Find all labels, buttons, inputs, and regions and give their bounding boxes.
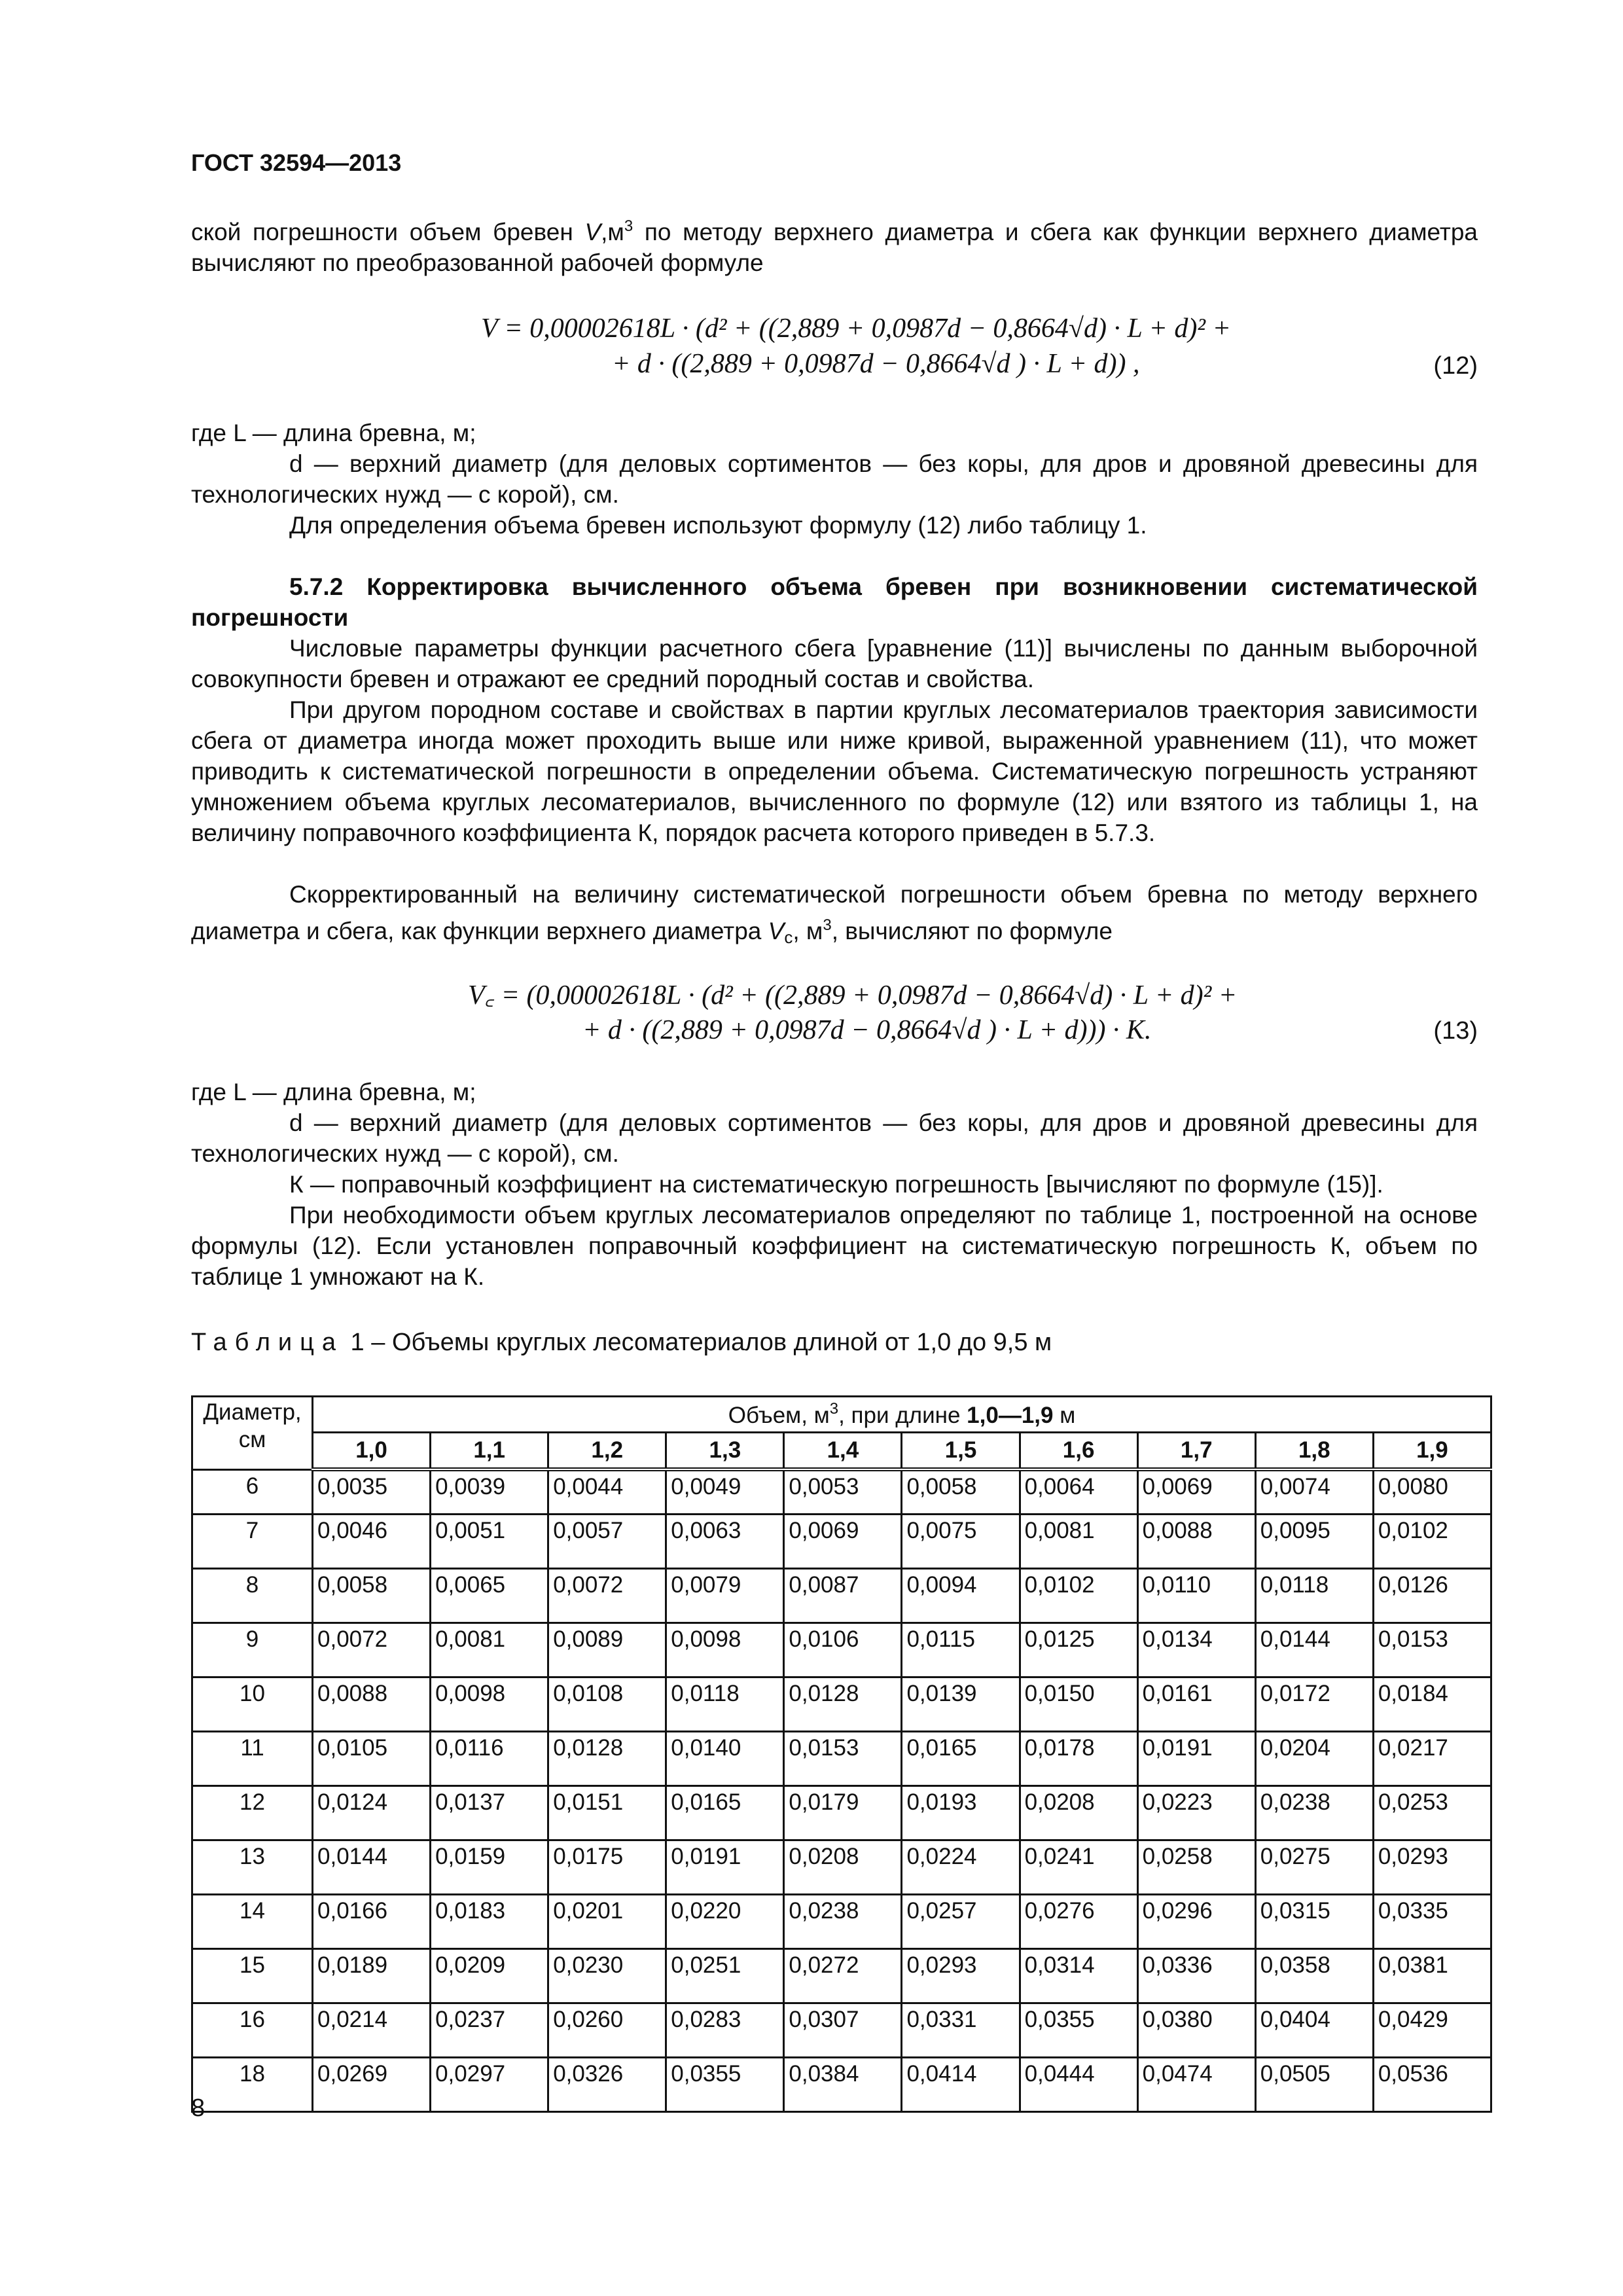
volume-cell: 0,0105 — [313, 1732, 431, 1786]
volume-cell: 0,0151 — [548, 1786, 666, 1840]
volume-cell: 0,0474 — [1137, 2058, 1255, 2112]
volume-cell: 0,0283 — [666, 2003, 784, 2058]
volume-cell: 0,0183 — [431, 1895, 548, 1949]
volume-cell: 0,0241 — [1020, 1840, 1137, 1895]
volume-cell: 0,0134 — [1137, 1623, 1255, 1677]
length-header-cell: 1,4 — [784, 1433, 902, 1470]
formula-13-line-1: V꜀ = (0,00002618L · (d² + ((2,889 + 0,0987d − 0,8664√d) · L + d)² + — [468, 980, 1238, 1011]
length-header-cell: 1,7 — [1137, 1433, 1255, 1470]
table-row — [192, 1623, 1491, 1677]
table-row — [192, 2058, 1491, 2112]
volume-cell: 0,0429 — [1373, 2003, 1491, 2058]
where-l-1: где L — длина бревна, м; — [191, 420, 476, 446]
diameter-cell: 7 — [192, 1515, 313, 1569]
volume-cell: 0,0046 — [313, 1515, 431, 1569]
table-row — [192, 1786, 1491, 1840]
volume-cell: 0,0293 — [1373, 1840, 1491, 1895]
diameter-cell: 6 — [192, 1469, 313, 1515]
volume-cell: 0,0296 — [1137, 1895, 1255, 1949]
volume-cell: 0,0126 — [1373, 1569, 1491, 1623]
formula-13-line-2: + d · ((2,889 + 0,0987d − 0,8664√d ) · L + d))) · K. — [582, 1015, 1152, 1045]
section-title: 5.7.2 Корректировка вычисленного объема бревен при возникновении систематической погрешности — [191, 573, 1478, 631]
volume-cell: 0,0201 — [548, 1895, 666, 1949]
volume-cell: 0,0179 — [784, 1786, 902, 1840]
diameter-cell: 8 — [192, 1569, 313, 1623]
table-row — [192, 1677, 1491, 1732]
volume-cell: 0,0081 — [1020, 1515, 1137, 1569]
volume-cell: 0,0108 — [548, 1677, 666, 1732]
volume-cell: 0,0314 — [1020, 1949, 1137, 2003]
volume-cell: 0,0058 — [313, 1569, 431, 1623]
intro-paragraph: ской погрешности объем бревен $V,м^3$ по методу верхнего диаметра и сбега как функции верхнего диаметра вычисляют по преобразованной рабочей формуле — [191, 217, 1478, 276]
volume-cell: 0,0178 — [1020, 1732, 1137, 1786]
volume-cell: 0,0414 — [902, 2058, 1020, 2112]
volume-cell: 0,0258 — [1137, 1840, 1255, 1895]
volume-cell: 0,0098 — [666, 1623, 784, 1677]
length-header-cell: 1,6 — [1020, 1433, 1137, 1470]
volume-cell: 0,0189 — [313, 1949, 431, 2003]
volume-cell: 0,0110 — [1137, 1569, 1255, 1623]
volume-cell: 0,0072 — [548, 1569, 666, 1623]
volume-cell: 0,0102 — [1020, 1569, 1137, 1623]
volume-cell: 0,0088 — [313, 1677, 431, 1732]
table-usage-paragraph: При необходимости объем круглых лесоматериалов определяют по таблице 1, построенной на основе формулы (12). Если установлен поправочный коэффициент на систематическую погрешность К, объем по таблице 1 умножают на К. — [191, 1202, 1478, 1290]
volume-cell: 0,0275 — [1255, 1840, 1373, 1895]
length-header-cell: 1,8 — [1255, 1433, 1373, 1470]
volume-cell: 0,0237 — [431, 2003, 548, 2058]
table-row — [192, 1949, 1491, 2003]
document-header: ГОСТ 32594—2013 — [191, 149, 402, 176]
volume-cell: 0,0039 — [431, 1469, 548, 1515]
volume-cell: 0,0230 — [548, 1949, 666, 2003]
volume-cell: 0,0075 — [902, 1515, 1020, 1569]
volume-cell: 0,0069 — [784, 1515, 902, 1569]
volume-table — [191, 1395, 1492, 2113]
volume-cell: 0,0166 — [313, 1895, 431, 1949]
volume-cell: 0,0238 — [784, 1895, 902, 1949]
formula-12-line-2: + d · ((2,889 + 0,0987d − 0,8664√d ) · L + d)) , — [612, 349, 1140, 379]
volume-cell: 0,0144 — [1255, 1623, 1373, 1677]
volume-cell: 0,0165 — [902, 1732, 1020, 1786]
equation-number-12: (12) — [1433, 352, 1478, 380]
volume-cell: 0,0080 — [1373, 1469, 1491, 1515]
volume-cell: 0,0331 — [902, 2003, 1020, 2058]
volume-cell: 0,0065 — [431, 1569, 548, 1623]
volume-cell: 0,0355 — [1020, 2003, 1137, 2058]
volume-cell: 0,0209 — [431, 1949, 548, 2003]
volume-cell: 0,0223 — [1137, 1786, 1255, 1840]
volume-cell: 0,0153 — [784, 1732, 902, 1786]
length-header-cell: 1,9 — [1373, 1433, 1491, 1470]
volume-cell: 0,0125 — [1020, 1623, 1137, 1677]
volume-cell: 0,0220 — [666, 1895, 784, 1949]
volume-cell: 0,0051 — [431, 1515, 548, 1569]
volume-cell: 0,0444 — [1020, 2058, 1137, 2112]
length-header-cell: 1,5 — [902, 1433, 1020, 1470]
volume-cell: 0,0137 — [431, 1786, 548, 1840]
volume-cell: 0,0087 — [784, 1569, 902, 1623]
volume-cell: 0,0058 — [902, 1469, 1020, 1515]
volume-cell: 0,0297 — [431, 2058, 548, 2112]
diameter-header: Диаметр, см — [192, 1397, 313, 1470]
where-k: К — поправочный коэффициент на систематическую погрешность [вычисляют по формуле (15)]. — [289, 1171, 1383, 1198]
volume-cell: 0,0116 — [431, 1732, 548, 1786]
length-header-cell: 1,0 — [313, 1433, 431, 1470]
section-paragraph-1: Числовые параметры функции расчетного сбега [уравнение (11)] вычислены по данным выборочной совокупности бревен и отражают ее средний породный состав и свойства. — [191, 635, 1478, 692]
volume-cell: 0,0081 — [431, 1623, 548, 1677]
usage-note: Для определения объема бревен используют формулу (12) либо таблицу 1. — [289, 512, 1147, 539]
volume-cell: 0,0088 — [1137, 1515, 1255, 1569]
volume-cell: 0,0358 — [1255, 1949, 1373, 2003]
volume-cell: 0,0217 — [1373, 1732, 1491, 1786]
volume-cell: 0,0384 — [784, 2058, 902, 2112]
volume-cell: 0,0057 — [548, 1515, 666, 1569]
diameter-cell: 10 — [192, 1677, 313, 1732]
volume-cell: 0,0380 — [1137, 2003, 1255, 2058]
volume-cell: 0,0069 — [1137, 1469, 1255, 1515]
volume-cell: 0,0505 — [1255, 2058, 1373, 2112]
volume-cell: 0,0253 — [1373, 1786, 1491, 1840]
volume-cell: 0,0404 — [1255, 2003, 1373, 2058]
table-row — [192, 1840, 1491, 1895]
volume-cell: 0,0139 — [902, 1677, 1020, 1732]
diameter-cell: 9 — [192, 1623, 313, 1677]
diameter-cell: 15 — [192, 1949, 313, 2003]
volume-cell: 0,0293 — [902, 1949, 1020, 2003]
volume-cell: 0,0335 — [1373, 1895, 1491, 1949]
equation-number-13: (13) — [1433, 1017, 1478, 1045]
volume-cell: 0,0153 — [1373, 1623, 1491, 1677]
volume-cell: 0,0064 — [1020, 1469, 1137, 1515]
volume-cell: 0,0095 — [1255, 1515, 1373, 1569]
volume-cell: 0,0315 — [1255, 1895, 1373, 1949]
diameter-cell: 18 — [192, 2058, 313, 2112]
volume-cell: 0,0098 — [431, 1677, 548, 1732]
volume-cell: 0,0089 — [548, 1623, 666, 1677]
volume-cell: 0,0191 — [666, 1840, 784, 1895]
table-row — [192, 1469, 1491, 1515]
table-row — [192, 1569, 1491, 1623]
table-row — [192, 1732, 1491, 1786]
volume-cell: 0,0191 — [1137, 1732, 1255, 1786]
length-header-cell: 1,2 — [548, 1433, 666, 1470]
volume-cell: 0,0159 — [431, 1840, 548, 1895]
volume-cell: 0,0049 — [666, 1469, 784, 1515]
table-row — [192, 1515, 1491, 1569]
volume-cell: 0,0140 — [666, 1732, 784, 1786]
volume-cell: 0,0208 — [784, 1840, 902, 1895]
volume-cell: 0,0063 — [666, 1515, 784, 1569]
volume-cell: 0,0326 — [548, 2058, 666, 2112]
length-header-cell: 1,3 — [666, 1433, 784, 1470]
volume-cell: 0,0035 — [313, 1469, 431, 1515]
volume-cell: 0,0165 — [666, 1786, 784, 1840]
where-d-1: d — верхний диаметр (для деловых сортиментов — без коры, для дров и дровяной древесины для технологических нужд — с корой), см. — [191, 450, 1478, 508]
volume-cell: 0,0128 — [784, 1677, 902, 1732]
volume-cell: 0,0272 — [784, 1949, 902, 2003]
volume-cell: 0,0072 — [313, 1623, 431, 1677]
where-l-2: где L — длина бревна, м; — [191, 1079, 476, 1105]
volume-cell: 0,0175 — [548, 1840, 666, 1895]
formula-12-line-1: V = 0,00002618L · (d² + ((2,889 + 0,0987d − 0,8664√d) · L + d)² + — [481, 314, 1231, 344]
volume-cell: 0,0224 — [902, 1840, 1020, 1895]
volume-cell: 0,0150 — [1020, 1677, 1137, 1732]
volume-cell: 0,0184 — [1373, 1677, 1491, 1732]
diameter-cell: 13 — [192, 1840, 313, 1895]
volume-cell: 0,0106 — [784, 1623, 902, 1677]
table-row — [192, 2003, 1491, 2058]
volume-cell: 0,0102 — [1373, 1515, 1491, 1569]
volume-cell: 0,0381 — [1373, 1949, 1491, 2003]
volume-cell: 0,0214 — [313, 2003, 431, 2058]
volume-cell: 0,0307 — [784, 2003, 902, 2058]
volume-cell: 0,0355 — [666, 2058, 784, 2112]
volume-cell: 0,0172 — [1255, 1677, 1373, 1732]
volume-cell: 0,0336 — [1137, 1949, 1255, 2003]
volume-cell: 0,0118 — [666, 1677, 784, 1732]
where-d-2: d — верхний диаметр (для деловых сортиментов — без коры, для дров и дровяной древесины для технологических нужд — с корой), см. — [191, 1109, 1478, 1167]
table-row — [192, 1895, 1491, 1949]
diameter-cell: 12 — [192, 1786, 313, 1840]
diameter-cell: 16 — [192, 2003, 313, 2058]
volume-cell: 0,0128 — [548, 1732, 666, 1786]
volume-cell: 0,0238 — [1255, 1786, 1373, 1840]
volume-cell: 0,0276 — [1020, 1895, 1137, 1949]
length-header-cell: 1,1 — [431, 1433, 548, 1470]
section-paragraph-3: Скорректированный на величину систематической погрешности объем бревна по методу верхнего диаметра и сбега, как функции верхнего диаметра $V_c$, $м^3$, вычисляют по формуле — [191, 881, 1478, 947]
volume-cell: 0,0251 — [666, 1949, 784, 2003]
volume-cell: 0,0536 — [1373, 2058, 1491, 2112]
volume-cell: 0,0074 — [1255, 1469, 1373, 1515]
volume-cell: 0,0193 — [902, 1786, 1020, 1840]
volume-cell: 0,0269 — [313, 2058, 431, 2112]
table-caption: Таблица 1 – Объемы круглых лесоматериалов длиной от 1,0 до 9,5 м — [191, 1329, 1052, 1356]
diameter-cell: 14 — [192, 1895, 313, 1949]
volume-cell: 0,0124 — [313, 1786, 431, 1840]
volume-cell: 0,0161 — [1137, 1677, 1255, 1732]
volume-cell: 0,0144 — [313, 1840, 431, 1895]
volume-cell: 0,0053 — [784, 1469, 902, 1515]
volume-cell: 0,0260 — [548, 2003, 666, 2058]
diameter-cell: 11 — [192, 1732, 313, 1786]
section-paragraph-2: При другом породном составе и свойствах в партии круглых лесоматериалов траектория зависимости сбега от диаметра иногда может проходить выше или ниже кривой, выраженной уравнением (11), что может приводить к систематической погрешности в определении объема. Систематическую погрешность устраняют умножением объема круглых лесоматериалов, вычисленного по формуле (12) или взятого из таблицы 1, на величину поправочного коэффициента К, порядок расчета которого приведен в 5.7.3. — [191, 696, 1478, 846]
volume-cell: 0,0208 — [1020, 1786, 1137, 1840]
volume-cell: 0,0118 — [1255, 1569, 1373, 1623]
volume-header: Объем, $м^3$, при длине 1,0—1,9 м — [313, 1397, 1491, 1433]
volume-cell: 0,0204 — [1255, 1732, 1373, 1786]
volume-cell: 0,0079 — [666, 1569, 784, 1623]
volume-cell: 0,0257 — [902, 1895, 1020, 1949]
volume-cell: 0,0094 — [902, 1569, 1020, 1623]
volume-cell: 0,0115 — [902, 1623, 1020, 1677]
volume-cell: 0,0044 — [548, 1469, 666, 1515]
page-number: 8 — [191, 2094, 205, 2122]
